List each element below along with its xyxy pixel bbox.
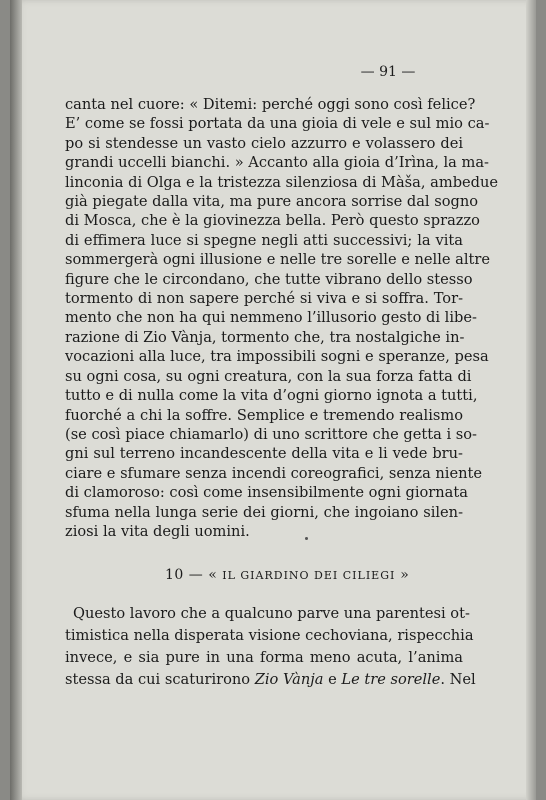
text-segment: stessa da cui scaturirono <box>65 671 255 688</box>
open-quote: « <box>208 567 218 583</box>
text-line: di clamoroso: così come insensibilmente ogni giornata <box>65 484 468 502</box>
text-segment: e <box>323 671 342 688</box>
text-segment: . Nel <box>440 671 476 688</box>
section-number: 10 — <box>165 567 204 583</box>
text-line: invece, e sia pure in una forma meno acuta, l’anima <box>65 649 463 666</box>
work-title: Le tre sorelle <box>341 671 441 688</box>
text-line: po si stendesse un vasto cielo azzurro e volassero dei <box>65 134 463 152</box>
text-line: sommergerà ogni illusione e nelle tre sorelle e nelle altre <box>65 251 491 269</box>
text-line: ziosi la vita degli uomini. <box>65 522 250 540</box>
page-number: — 91 — <box>360 64 416 80</box>
text-line: Questo lavoro che a qualcuno parve una parentesi ot- <box>73 605 470 622</box>
text-line: razione di Zio Vànja, tormento che, tra nostalgiche in- <box>65 328 465 346</box>
text-line: tormento di non sapere perché si viva e si soffra. Tor- <box>65 290 463 308</box>
text-line: su ogni cosa, su ogni creatura, con la sua forza fatta di <box>65 367 472 385</box>
page-gutter-shadow <box>10 0 22 800</box>
text-line: gni sul terreno incandescente della vita e li vede bru- <box>65 445 463 463</box>
text-line: di Mosca, che è la giovinezza bella. Però questo sprazzo <box>65 212 480 230</box>
paragraph-2 <box>65 603 476 691</box>
text-line: fuorché a chi la soffre. Semplice e tremendo realismo <box>65 406 463 424</box>
text-line: tutto e di nulla come la vita d’ogni giorno ignota a tutti, <box>65 387 478 405</box>
page-edge <box>526 0 536 800</box>
section-heading <box>165 567 409 583</box>
text-line: E’ come se fossi portata da una gioia di vele e sul mio ca- <box>65 115 490 133</box>
text-line: ciare e sfumare senza incendi coreografici, senza niente <box>65 464 483 482</box>
text-line: figure che le circondano, che tutte vibrano dello stesso <box>65 270 473 288</box>
close-quote: » <box>400 567 410 583</box>
text-line: canta nel cuore: « Ditemi: perché oggi sono così felice? <box>65 96 476 113</box>
text-line: mento che non ha qui nemmeno l’illusorio gesto di libe- <box>65 309 477 327</box>
work-title: Zio Vànja <box>254 671 324 688</box>
text-line: sfuma nella lunga serie dei giorni, che ingoiano silen- <box>65 503 463 521</box>
text-line <box>65 669 476 691</box>
text-line: linconia di Olga e la tristezza silenziosa di Màša, ambedue <box>65 173 499 191</box>
text-line: timistica nella disperata visione cechoviana, rispecchia <box>65 627 474 644</box>
text-line: di effimera luce si spegne negli atti successivi; la vita <box>65 231 463 249</box>
paragraph-1 <box>65 95 499 541</box>
text-line: (se così piace chiamarlo) di uno scrittore che getta i so- <box>65 425 477 443</box>
section-title: IL GIARDINO DEI CILIEGI <box>222 569 396 582</box>
text-line: grandi uccelli bianchi. » Accanto alla gioia d’Irìna, la ma- <box>65 154 489 172</box>
text-line: vocazioni alla luce, tra impossibili sogni e speranze, pesa <box>65 348 489 366</box>
text-line: già piegate dalla vita, ma pure ancora sorrise dal sogno <box>65 193 479 211</box>
book-page <box>10 0 536 800</box>
paper-speck <box>305 537 308 540</box>
